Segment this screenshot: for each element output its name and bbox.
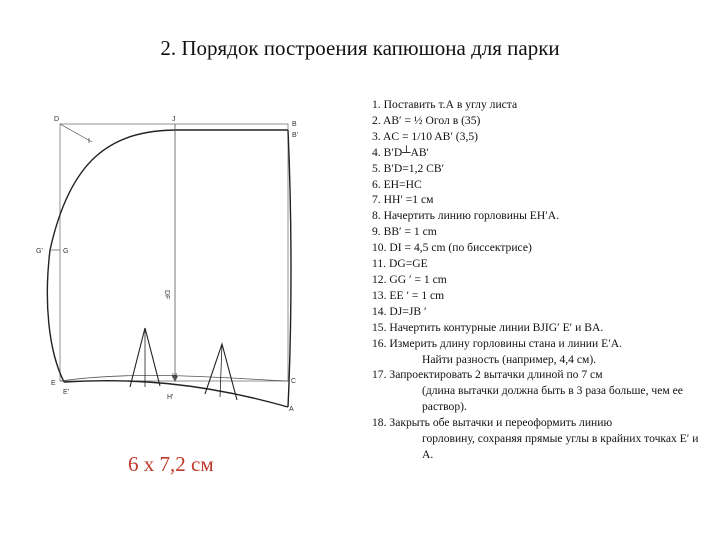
- label-b-prime: B': [292, 132, 299, 139]
- label-c: C: [291, 378, 297, 385]
- step-text: 1. Поставить т.А в углу листа: [372, 98, 518, 111]
- step-item: [372, 415, 712, 463]
- hood-outer-contour: [47, 130, 288, 382]
- label-i: I: [88, 138, 90, 145]
- step-text: 10. DI = 4,5 cm (по биссектрисе): [372, 241, 532, 255]
- step-text: 16. Измерить длину горловины стана и линии E′A.: [372, 336, 623, 350]
- step-item: [372, 336, 712, 368]
- step-item: [372, 97, 712, 113]
- step-item: [372, 208, 712, 224]
- step-text: 4. B′D┴AB′: [372, 145, 430, 159]
- label-a: A: [289, 406, 294, 413]
- label-b: B: [292, 121, 297, 128]
- label-h-prime: H': [167, 394, 174, 401]
- construction-steps: [372, 97, 712, 463]
- step-item: [372, 192, 712, 208]
- label-g: G: [63, 248, 69, 255]
- label-df: DF: [163, 290, 170, 300]
- step-item: [372, 288, 712, 304]
- step-item: [372, 177, 712, 193]
- step-text: 15. Начертить контурные линии BJIG′ E′ и BA.: [372, 320, 604, 334]
- step-item: [372, 256, 712, 272]
- step-item: [372, 304, 712, 320]
- step-text: 12. GG ′ = 1 cm: [372, 272, 447, 286]
- dart-right-center: [220, 344, 222, 397]
- neckline-curve: [64, 381, 288, 407]
- step-item: [372, 161, 712, 177]
- size-label: 6 х 7,2 см: [128, 452, 214, 476]
- step-item: [372, 224, 712, 240]
- construction-rectangle: [60, 124, 288, 381]
- step-text: 8. Начертить линию горловины EH′A.: [372, 209, 560, 223]
- step-item: [372, 240, 712, 256]
- step-item: [372, 113, 712, 129]
- step-text: 9. BB′ = 1 cm: [372, 225, 437, 239]
- step-text: 13. EE ′ = 1 cm: [372, 288, 445, 302]
- page-title: 2. Порядок построения капюшона для парки: [160, 36, 560, 60]
- step-continuation: (длина вытачки должна быть в 3 раза больше, чем ее раствор).: [422, 384, 683, 414]
- label-e-prime: E': [63, 389, 70, 396]
- hood-pattern-diagram: [30, 100, 315, 430]
- step-item: [372, 367, 712, 415]
- step-text: 7. HH′ =1 см: [372, 193, 434, 207]
- step-text: 18. Закрыть обе вытачки и переоформить линию: [372, 416, 613, 430]
- step-text: 2. AB′ = ½ Огол в (35): [372, 113, 481, 127]
- step-continuation: горловину, сохраняя прямые углы в крайних точках E′ и A.: [422, 432, 699, 461]
- step-text: 11. DG=GE: [372, 257, 428, 271]
- hood-front-line: [288, 130, 291, 407]
- label-h: H: [172, 373, 178, 380]
- label-d: D: [54, 116, 60, 123]
- label-g-prime: G': [36, 248, 43, 255]
- step-item: [372, 272, 712, 288]
- step-text: 14. DJ=JB ′: [372, 304, 427, 318]
- step-text: 5. B′D=1,2 CB′: [372, 161, 445, 175]
- step-item: [372, 129, 712, 145]
- step-text: 3. AC = 1/10 AB′ (3,5): [372, 129, 479, 143]
- step-item: [372, 145, 712, 161]
- label-j: J: [172, 116, 176, 123]
- step-text: 17. Запроектировать 2 вытачки длиной по 7 см: [372, 368, 603, 382]
- step-continuation: Найти разность (например, 4,4 см).: [422, 352, 597, 366]
- step-text: 6. EH=HC: [372, 177, 422, 191]
- step-item: [372, 320, 712, 336]
- label-e: E: [51, 380, 56, 387]
